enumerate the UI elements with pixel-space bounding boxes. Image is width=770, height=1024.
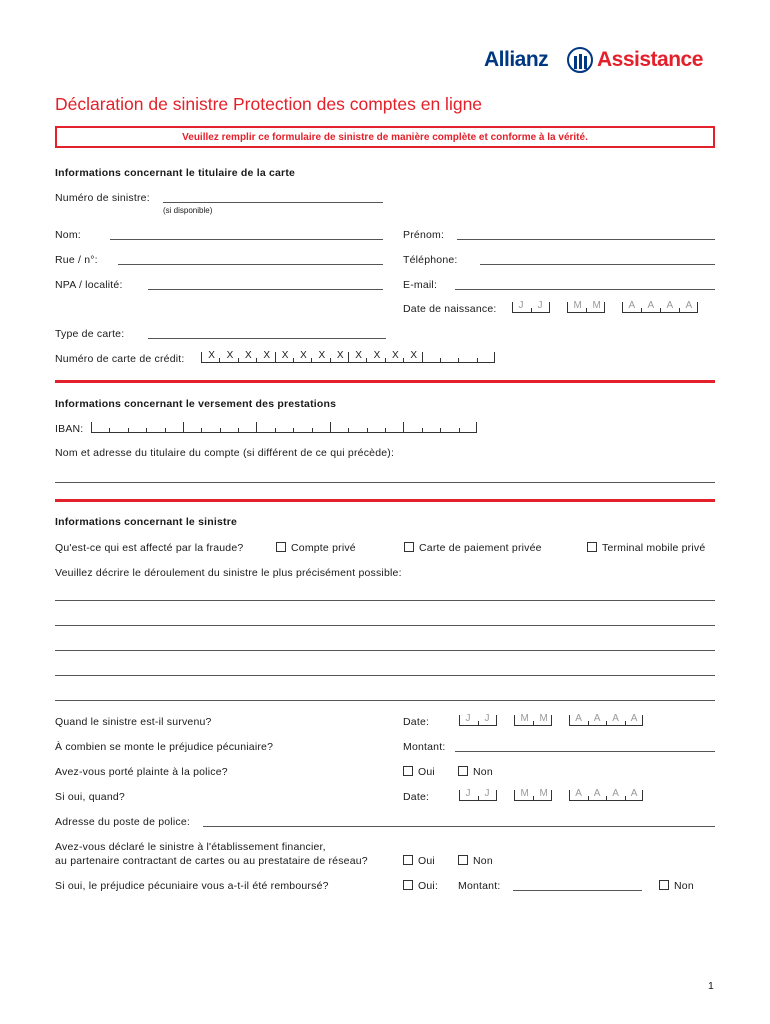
comb-divider xyxy=(422,352,423,362)
comb-placeholder: J xyxy=(484,788,490,799)
police-address-label: Adresse du poste de police: xyxy=(55,816,190,828)
comb-placeholder: J xyxy=(484,713,490,724)
checkbox-icon[interactable] xyxy=(458,855,468,865)
telephone-label: Téléphone: xyxy=(403,254,458,266)
police-question: Avez-vous porté plainte à la police? xyxy=(55,766,228,778)
option-label: Terminal mobile privé xyxy=(602,542,706,554)
comb-divider xyxy=(366,358,367,362)
page-title: Déclaration de sinistre Protection des comptes en ligne xyxy=(55,94,483,114)
comb-divider xyxy=(606,721,607,725)
comb-placeholder: A xyxy=(647,300,655,311)
option-mobile-terminal[interactable] xyxy=(587,542,705,554)
allianz-eagle-icon xyxy=(567,47,593,73)
card-mask-char: X xyxy=(336,350,344,361)
comb-placeholder: M xyxy=(539,788,548,799)
comb-divider xyxy=(330,358,331,362)
comb-placeholder: A xyxy=(593,788,601,799)
declared-question-line2: au partenaire contractant de cartes ou au prestataire de réseau? xyxy=(55,855,368,867)
option-label: Oui xyxy=(418,855,435,867)
logo-assistance-text: Assistance xyxy=(597,48,703,71)
comb-placeholder: M xyxy=(573,300,582,311)
comb-divider xyxy=(588,721,589,725)
affected-question: Qu'est-ce qui est affecté par la fraude? xyxy=(55,542,244,554)
comb-divider xyxy=(293,428,294,432)
amount-question: À combien se monte le préjudice pécuniaire? xyxy=(55,741,274,753)
description-line[interactable] xyxy=(55,625,715,626)
comb-placeholder: J xyxy=(465,788,471,799)
comb-divider xyxy=(275,428,276,432)
section-claim-heading: Informations concernant le sinistre xyxy=(55,516,238,528)
allianz-logo xyxy=(484,46,716,76)
checkbox-icon[interactable] xyxy=(458,766,468,776)
incident-year-field[interactable] xyxy=(569,715,643,726)
nom-field[interactable] xyxy=(110,239,383,240)
dob-label: Date de naissance: xyxy=(403,303,497,315)
comb-divider xyxy=(330,422,331,432)
option-label: Carte de paiement privée xyxy=(419,542,542,554)
comb-placeholder: J xyxy=(465,713,471,724)
comb-divider xyxy=(165,428,166,432)
card-mask-char: X xyxy=(263,350,270,361)
comb-placeholder: A xyxy=(630,788,638,799)
comb-divider xyxy=(403,422,404,432)
comb-placeholder: J xyxy=(518,300,524,311)
comb-divider xyxy=(641,308,642,312)
comb-divider xyxy=(146,428,147,432)
checkbox-icon[interactable] xyxy=(276,542,286,552)
comb-placeholder: A xyxy=(612,713,619,724)
email-field[interactable] xyxy=(455,289,715,290)
claim-number-label: Numéro de sinistre: xyxy=(55,192,150,204)
comb-placeholder: M xyxy=(520,713,529,724)
comb-placeholder: A xyxy=(628,300,636,311)
comb-placeholder: J xyxy=(537,300,543,311)
checkbox-icon[interactable] xyxy=(403,766,413,776)
comb-divider xyxy=(256,358,257,362)
describe-label: Veuillez décrire le déroulement du sinistre le plus précisément possible: xyxy=(55,567,402,579)
when-police-question: Si oui, quand? xyxy=(55,791,125,803)
checkbox-icon[interactable] xyxy=(659,880,669,890)
police-address-field[interactable] xyxy=(203,826,715,827)
option-private-account[interactable] xyxy=(276,542,356,554)
comb-placeholder: A xyxy=(575,713,582,724)
dob-year-field[interactable] xyxy=(622,302,698,313)
comb-divider xyxy=(201,428,202,432)
comb-divider xyxy=(533,721,534,725)
description-line[interactable] xyxy=(55,700,715,701)
claim-number-hint: (si disponible) xyxy=(163,206,213,215)
option-label: Non xyxy=(473,855,493,867)
comb-placeholder: M xyxy=(592,300,601,311)
comb-divider xyxy=(219,358,220,362)
police-oui-option[interactable] xyxy=(403,766,435,778)
description-line[interactable] xyxy=(55,600,715,601)
section-payment-heading: Informations concernant le versement des prestations xyxy=(55,398,337,410)
card-mask-char: X xyxy=(300,350,307,361)
comb-divider xyxy=(183,422,184,432)
comb-divider xyxy=(422,428,423,432)
checkbox-icon[interactable] xyxy=(587,542,597,552)
section-divider xyxy=(55,499,715,502)
montant-label: Montant: xyxy=(403,741,446,753)
card-mask-char: X xyxy=(244,350,252,361)
option-label: Oui: xyxy=(418,880,439,892)
comb-divider xyxy=(625,796,626,800)
comb-placeholder: A xyxy=(593,713,601,724)
dob-day-field[interactable] xyxy=(512,302,550,313)
comb-divider xyxy=(625,721,626,725)
checkbox-icon[interactable] xyxy=(403,855,413,865)
comb-divider xyxy=(238,358,239,362)
card-mask-char: X xyxy=(373,350,381,361)
when-question: Quand le sinistre est-il survenu? xyxy=(55,716,212,728)
comb-divider xyxy=(109,428,110,432)
refund-question: Si oui, le préjudice pécuniaire vous a-t-il été remboursé? xyxy=(55,880,329,892)
comb-divider xyxy=(385,428,386,432)
card-mask-char: X xyxy=(391,350,399,361)
card-type-field[interactable] xyxy=(148,338,386,339)
telephone-field[interactable] xyxy=(480,264,715,265)
comb-divider xyxy=(348,428,349,432)
comb-divider xyxy=(478,796,479,800)
comb-divider xyxy=(385,358,386,362)
comb-divider xyxy=(293,358,294,362)
card-mask-char: X xyxy=(208,350,215,361)
date-label: Date: xyxy=(403,716,430,728)
comb-divider xyxy=(312,428,313,432)
card-mask-char: X xyxy=(318,350,326,361)
comb-divider xyxy=(478,721,479,725)
refund-montant-field[interactable] xyxy=(513,890,642,891)
comb-placeholder: M xyxy=(520,788,529,799)
police-month-field[interactable] xyxy=(514,790,552,801)
option-label: Non xyxy=(473,766,493,778)
refund-montant-label: Montant: xyxy=(458,880,501,892)
claim-number-field[interactable] xyxy=(163,202,383,203)
logo-allianz-text: Allianz xyxy=(484,48,549,71)
comb-divider xyxy=(477,358,478,362)
prenom-field[interactable] xyxy=(457,239,715,240)
dob-month-field[interactable] xyxy=(567,302,605,313)
option-payment-card[interactable] xyxy=(404,542,542,554)
option-label: Non xyxy=(674,880,694,892)
comb-divider xyxy=(588,796,589,800)
comb-placeholder: A xyxy=(630,713,638,724)
comb-divider xyxy=(459,428,460,432)
comb-placeholder: A xyxy=(575,788,582,799)
card-type-label: Type de carte: xyxy=(55,328,125,340)
declared-oui-option[interactable] xyxy=(403,855,435,867)
comb-divider xyxy=(458,358,459,362)
section-cardholder-heading: Informations concernant le titulaire de la carte xyxy=(55,167,296,179)
rue-label: Rue / n°: xyxy=(55,254,98,266)
comb-divider xyxy=(128,428,129,432)
prenom-label: Prénom: xyxy=(403,229,445,241)
account-holder-label: Nom et adresse du titulaire du compte (si différent de ce qui précède): xyxy=(55,447,395,459)
comb-divider xyxy=(256,422,257,432)
comb-divider xyxy=(275,352,276,362)
declared-question-line1: Avez-vous déclaré le sinistre à l'établissement financier, xyxy=(55,841,326,853)
iban-label: IBAN: xyxy=(55,423,84,435)
comb-divider xyxy=(403,358,404,362)
description-line[interactable] xyxy=(55,650,715,651)
notice-box xyxy=(55,126,715,148)
comb-divider xyxy=(220,428,221,432)
comb-placeholder: A xyxy=(612,788,619,799)
comb-placeholder: M xyxy=(539,713,548,724)
email-label: E-mail: xyxy=(403,279,438,291)
card-mask-char: X xyxy=(410,350,417,361)
checkbox-icon[interactable] xyxy=(403,880,413,890)
comb-divider xyxy=(531,308,532,312)
section-divider xyxy=(55,380,715,383)
option-label: Compte privé xyxy=(291,542,356,554)
card-number-label: Numéro de carte de crédit: xyxy=(55,353,185,365)
comb-divider xyxy=(679,308,680,312)
incident-day-field[interactable] xyxy=(459,715,497,726)
comb-divider xyxy=(606,796,607,800)
notice-text: Veuillez remplir ce formulaire de sinistre de manière complète et conforme à la vérité. xyxy=(182,132,588,143)
police-day-field[interactable] xyxy=(459,790,497,801)
comb-divider xyxy=(367,428,368,432)
description-line[interactable] xyxy=(55,675,715,676)
comb-divider xyxy=(238,428,239,432)
iban-field[interactable] xyxy=(91,422,477,433)
comb-divider xyxy=(311,358,312,362)
montant-field[interactable] xyxy=(455,751,715,752)
account-holder-field[interactable] xyxy=(55,482,715,483)
comb-divider xyxy=(440,428,441,432)
refund-non-option[interactable] xyxy=(659,880,694,892)
refund-oui-option[interactable] xyxy=(403,880,438,892)
page-number: 1 xyxy=(708,980,715,992)
comb-placeholder: A xyxy=(666,300,674,311)
incident-month-field[interactable] xyxy=(514,715,552,726)
comb-placeholder: A xyxy=(685,300,693,311)
npa-field[interactable] xyxy=(148,289,383,290)
comb-divider xyxy=(440,358,441,362)
comb-divider xyxy=(660,308,661,312)
police-year-field[interactable] xyxy=(569,790,643,801)
nom-label: Nom: xyxy=(55,229,81,241)
card-mask-char: X xyxy=(226,350,234,361)
comb-divider xyxy=(348,352,349,362)
date-label: Date: xyxy=(403,791,430,803)
rue-field[interactable] xyxy=(118,264,383,265)
comb-divider xyxy=(586,308,587,312)
police-non-option[interactable] xyxy=(458,766,493,778)
card-mask-char: X xyxy=(355,350,362,361)
card-number-field[interactable] xyxy=(201,352,495,363)
option-label: Oui xyxy=(418,766,435,778)
checkbox-icon[interactable] xyxy=(404,542,414,552)
card-mask-char: X xyxy=(281,350,289,361)
declared-non-option[interactable] xyxy=(458,855,493,867)
npa-label: NPA / localité: xyxy=(55,279,123,291)
comb-divider xyxy=(533,796,534,800)
